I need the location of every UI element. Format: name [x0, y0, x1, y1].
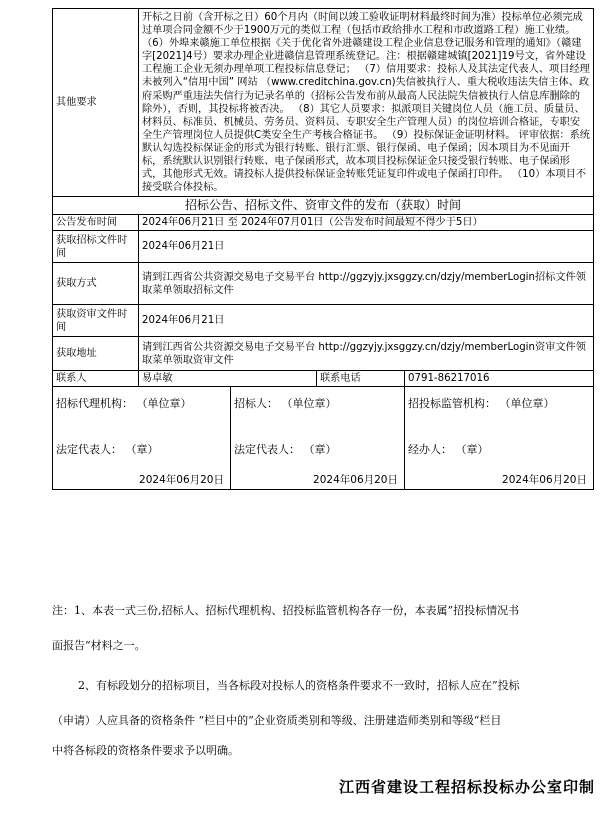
agency-date: 2024年06月20日 — [139, 474, 224, 487]
agency-rep-label: 法定代表人： （章） — [56, 443, 159, 457]
phone-label: 联系电话 — [317, 371, 405, 387]
row-label: 公告发布时间 — [53, 215, 139, 231]
tender-info-table — [52, 8, 594, 490]
supervisor-date: 2024年06月20日 — [502, 474, 587, 487]
tenderer-rep-label: 法定代表人： （章） — [234, 443, 337, 457]
tenderer-seal-label: 招标人： （单位章） — [234, 397, 337, 411]
table-row — [53, 337, 594, 371]
other-requirements-label: 其他要求 — [53, 9, 139, 197]
footer-printer: 江西省建设工程招标投标办公室印制 — [338, 778, 595, 796]
row-value: 请到江西省公共资源交易电子交易平台 http://ggzyjy.jxsggzy.cn/dzjy/memberLogin招标文件领取菜单领取招标文件 — [139, 263, 594, 305]
row-label: 获取地址 — [53, 337, 139, 371]
tenderer-date: 2024年06月20日 — [313, 474, 398, 487]
contact-name: 易卓敏 — [139, 371, 317, 387]
signature-block-agency — [53, 387, 231, 490]
supervisor-seal-label: 招投标监管机构： （单位章） — [408, 397, 555, 411]
section-title: 招标公告、招标文件、资审文件的发布（获取）时间 — [53, 197, 594, 215]
row-value: 2024年06月21日 — [139, 305, 594, 337]
note-1-line-2: 面报告“材料之一。 — [52, 639, 146, 652]
contact-label: 联系人 — [53, 371, 139, 387]
note-2-line-2: （申请）人应具备的资格条件 “栏目中的”企业资质类别和等级、注册建造师类别和等级“栏目 — [52, 714, 502, 727]
row-value: 2024年06月21日 至 2024年07月01日（公告发布时间最短不得少于5日） — [139, 215, 594, 231]
contact-row — [53, 371, 594, 387]
signature-block-supervisor — [405, 387, 594, 490]
signature-block-tenderer — [231, 387, 405, 490]
row-label: 获取方式 — [53, 263, 139, 305]
row-label: 获取资审文件时间 — [53, 305, 139, 337]
note-2-line-3: 中将各标段的资格条件要求予以明确。 — [52, 744, 239, 757]
table-row — [53, 305, 594, 337]
row-value: 2024年06月21日 — [139, 231, 594, 263]
supervisor-rep-label: 经办人： （章） — [408, 443, 489, 457]
signature-row — [53, 387, 594, 490]
agency-seal-label: 招标代理机构： （单位章） — [56, 397, 192, 411]
phone-value: 0791-86217016 — [405, 371, 594, 387]
row-label: 获取招标文件时间 — [53, 231, 139, 263]
table-row — [53, 231, 594, 263]
other-requirements-row — [53, 9, 594, 197]
note-2-line-1: 2、有标段划分的招标项目，当各标段对投标人的资格条件要求不一致时，招标人应在”投标 — [78, 679, 520, 692]
table-row — [53, 263, 594, 305]
other-requirements-text: 开标之日前（含开标之日）60个月内（时间以竣工验收证明材料最终时间为准）投标单位必须完成过单项合同金额不少于1900万元的类似工程（包括市政给排水工程和市政道路工程）施工业绩。 （6）外埠来赣施工单位根据《关于优化省外进赣建设工程企业信息登记服务和管理的通知》（赣建字[2021]4号）要求办理企业进赣信息管理系统登记。注：根据赣建城镇[2021]19号文，省外建设工程施工企业无须办理单项工程投标信息登记； （7）信用要求：投标人及其法定代表人、项目经理未被列入“信用中国” 网站 （www.creditchina.gov.cn)失信被执行人、重大税收违法失信主体、政府采购严重违法失信行为记录名单的（招标公告发布前从最高人民法院失信被执行人信息库删除的除外），否则，其投标将被否决。 （8）其它人员要求：拟派项目关键岗位人员（施工员、质量员、材料员、标准员、机械员、劳务员、资料员、专职安全生产管理人员）的岗位培训合格证，专职安全生产管理岗位人员提供C类安全生产考核合格证书。 （9）投标保证金证明材料。 评审依据：系统默认勾选投标保证金的形式为银行转账、银行汇票、银行保函、电子保函；因本项目为不见面开标，系统默认识别银行转账、电子保函形式，故本项目投标保证金只接受银行转账、电子保函形式，其他形式无效。请投标人提供投标保证金转账凭证复印件或电子保函打印件。 （10）本项目不接受联合体投标。 — [139, 9, 594, 197]
row-value: 请到江西省公共资源交易电子交易平台 http://ggzyjy.jxsggzy.cn/dzjy/memberLogin资审文件领取菜单领取资审文件 — [139, 337, 594, 371]
note-1-line-1: 注：1、本表一式三份,招标人、招标代理机构、招投标监管机构各存一份，本表属”招投标情况书 — [52, 604, 520, 617]
table-row — [53, 215, 594, 231]
